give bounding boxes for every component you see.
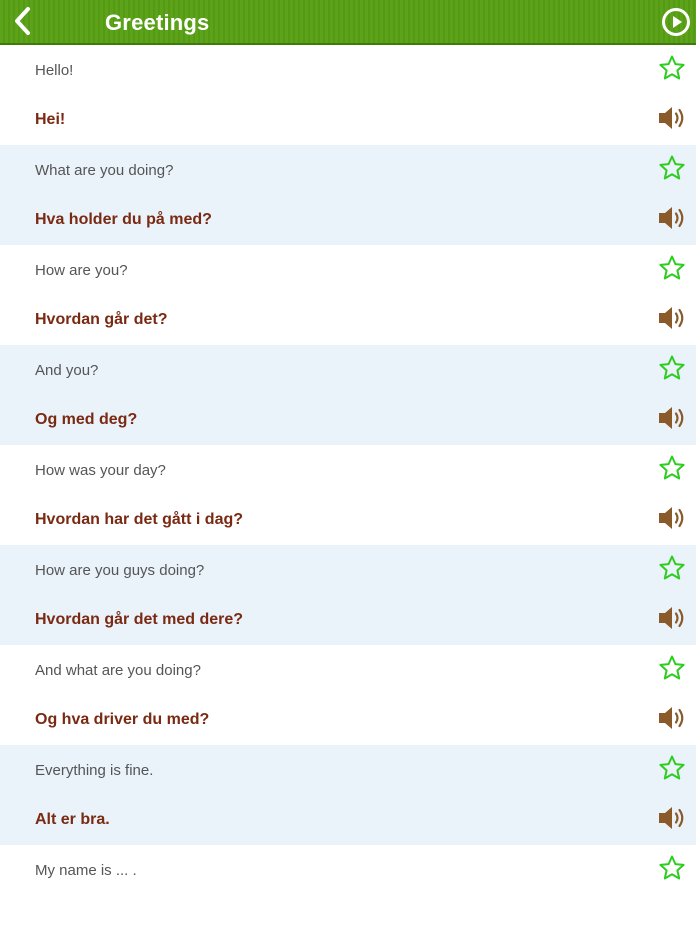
speaker-icon [657, 304, 687, 337]
norwegian-phrase: Hvordan går det? [35, 311, 168, 328]
favorite-button[interactable] [656, 554, 688, 586]
english-row[interactable] [0, 45, 696, 95]
favorite-button[interactable] [656, 54, 688, 86]
norwegian-phrase: Hvordan går det med dere? [35, 611, 244, 628]
norwegian-row[interactable] [0, 495, 696, 545]
english-row[interactable] [0, 845, 696, 895]
phrase-list [0, 45, 696, 945]
star-icon [658, 54, 686, 87]
star-icon [658, 754, 686, 787]
english-row[interactable] [0, 345, 696, 395]
norwegian-row[interactable] [0, 95, 696, 145]
play-sound-button[interactable] [656, 404, 688, 436]
english-phrase: Everything is fine. [35, 761, 154, 779]
star-icon [658, 854, 686, 887]
play-sound-button[interactable] [656, 104, 688, 136]
speaker-icon [657, 404, 687, 437]
english-phrase: What are you doing? [35, 161, 174, 179]
favorite-button[interactable] [656, 354, 688, 386]
play-sound-button[interactable] [656, 504, 688, 536]
english-row[interactable] [0, 445, 696, 495]
play-sound-button[interactable] [656, 604, 688, 636]
app-header [0, 0, 696, 45]
speaker-icon [657, 204, 687, 237]
norwegian-row[interactable] [0, 695, 696, 745]
star-icon [658, 154, 686, 187]
favorite-button[interactable] [656, 154, 688, 186]
english-phrase: How was your day? [35, 461, 166, 479]
star-icon [658, 654, 686, 687]
english-phrase: And what are you doing? [35, 661, 201, 679]
norwegian-row[interactable] [0, 395, 696, 445]
chevron-left-icon [13, 6, 33, 41]
favorite-button[interactable] [656, 854, 688, 886]
speaker-icon [657, 804, 687, 837]
norwegian-phrase: Alt er bra. [35, 811, 110, 828]
phrase-item [0, 445, 696, 545]
phrase-item [0, 645, 696, 745]
english-phrase: How are you guys doing? [35, 561, 205, 579]
english-phrase: My name is ... . [35, 861, 137, 879]
norwegian-row[interactable] [0, 295, 696, 345]
phrase-item [0, 145, 696, 245]
english-phrase: And you? [35, 361, 99, 379]
english-row[interactable] [0, 745, 696, 795]
english-row[interactable] [0, 645, 696, 695]
phrase-item [0, 745, 696, 845]
phrase-item [0, 845, 696, 945]
english-phrase: Hello! [35, 61, 74, 79]
norwegian-phrase: Og med deg? [35, 411, 138, 428]
favorite-button[interactable] [656, 654, 688, 686]
star-icon [658, 454, 686, 487]
phrase-item [0, 545, 696, 645]
play-circle-icon [661, 7, 691, 42]
norwegian-phrase: Hei! [35, 111, 66, 128]
play-sound-button[interactable] [656, 304, 688, 336]
favorite-button[interactable] [656, 754, 688, 786]
norwegian-row[interactable] [0, 595, 696, 645]
speaker-icon [657, 704, 687, 737]
speaker-icon [657, 104, 687, 137]
star-icon [658, 554, 686, 587]
norwegian-phrase: Hva holder du på med? [35, 211, 212, 228]
english-row[interactable] [0, 545, 696, 595]
norwegian-phrase: Hvordan har det gått i dag? [35, 511, 244, 528]
play-sound-button[interactable] [656, 704, 688, 736]
favorite-button[interactable] [656, 254, 688, 286]
english-phrase: How are you? [35, 261, 128, 279]
play-sound-button[interactable] [656, 204, 688, 236]
norwegian-row[interactable] [0, 195, 696, 245]
star-icon [658, 254, 686, 287]
back-button[interactable] [8, 7, 38, 39]
speaker-icon [657, 504, 687, 537]
phrase-item [0, 245, 696, 345]
favorite-button[interactable] [656, 454, 688, 486]
play-sound-button[interactable] [656, 804, 688, 836]
norwegian-phrase: Og hva driver du med? [35, 711, 210, 728]
norwegian-row[interactable] [0, 795, 696, 845]
phrase-item [0, 45, 696, 145]
page-title: Greetings [105, 10, 210, 35]
english-row[interactable] [0, 145, 696, 195]
english-row[interactable] [0, 245, 696, 295]
play-all-button[interactable] [660, 8, 692, 40]
star-icon [658, 354, 686, 387]
speaker-icon [657, 604, 687, 637]
phrase-item [0, 345, 696, 445]
